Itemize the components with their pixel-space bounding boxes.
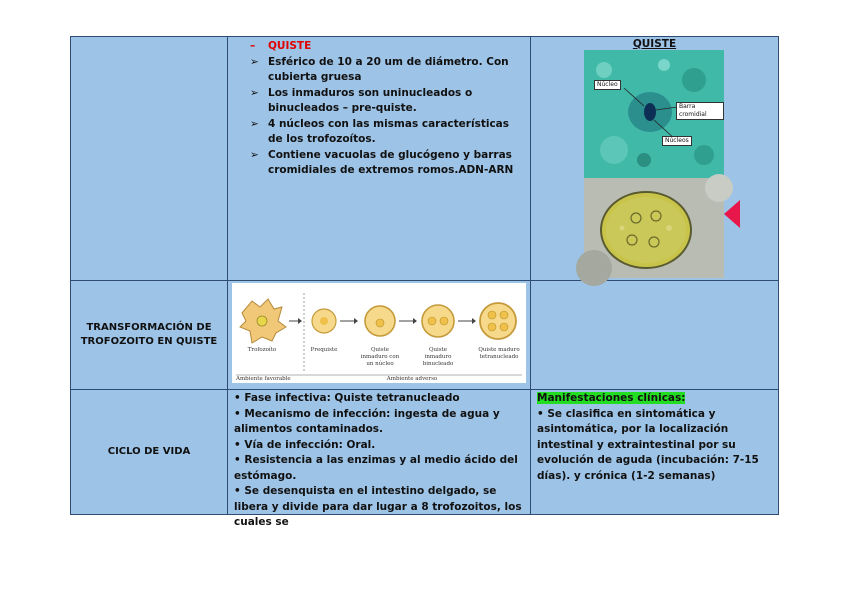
row-label: TRANSFORMACIÓN DE TROFOZOITO EN QUISTE (80, 322, 218, 347)
quiste-bullets (228, 37, 530, 179)
unstained-cyst-illustration (584, 178, 724, 278)
image-title: QUISTE (632, 38, 677, 50)
row2-label-cell (71, 281, 228, 390)
bullet-item: ➢ Contiene vacuolas de glucógeno y barras cromidiales de extremos romos.ADN-ARN (250, 148, 514, 176)
arrow-bullet-icon: ➢ (250, 55, 259, 68)
quiste-images (584, 50, 724, 278)
micrograph-stained (584, 50, 724, 178)
manifest-text: • Se clasifica en sintomática y asintomática, por la localización intestinal y extraintestinal por su evolución de aguda (incubación: 7-15 días). y crónica (1-2 semanas) (537, 407, 759, 482)
bullet-item: ➢ Los inmaduros son uninucleados o binucleados – pre-quiste. (250, 86, 473, 114)
label-barra-cromidial: Barra cromidial (676, 102, 724, 120)
list-item: • Vía de infección: Oral. (234, 438, 376, 451)
arrow-bullet-icon: ➢ (250, 86, 259, 99)
transformation-diagram (232, 283, 526, 383)
row-label: CICLO DE VIDA (107, 446, 191, 457)
row3-label-cell (71, 390, 228, 515)
table-row (71, 390, 779, 515)
row1-label-cell (71, 37, 228, 281)
micrograph-unstained (584, 178, 724, 278)
arrow-bullet-icon: ➢ (250, 148, 259, 161)
row3-text-cell (228, 390, 531, 528)
row2-diagram-cell (228, 281, 531, 390)
row1-image-cell (531, 37, 779, 281)
manifest-title: Manifestaciones clínicas: (537, 392, 686, 404)
table-row (71, 37, 779, 281)
stage-label: Quiste inmaduro binucleado (422, 347, 454, 367)
pointer-marker-icon (724, 200, 740, 228)
label-nucleos: Núcleos (662, 136, 692, 146)
list-item: • Se desenquista en el intestino delgado, se libera y divide para dar lugar a 8 trofozoitos, los cuales se (234, 485, 522, 528)
stage-label: Trofozoíto (247, 347, 277, 353)
bullet-item: ➢ Esférico de 10 a 20 um de diámetro. Con cubierta gruesa (250, 55, 509, 83)
manifest-block (531, 390, 778, 484)
row2-empty-cell (531, 281, 779, 390)
env-favorable-label: Ambiente favorable (236, 376, 291, 382)
dash-marker: – (250, 40, 256, 52)
transformation-diagram-graphic (232, 283, 526, 383)
content-table (70, 36, 779, 528)
list-item: • Mecanismo de infección: ingesta de agua y alimentos contaminados. (234, 407, 500, 435)
stage-label: Quiste inmaduro con un núcleo (360, 347, 400, 367)
quiste-heading: – QUISTE (250, 39, 524, 55)
row1-text-cell (228, 37, 531, 281)
label-nucleo: Núcleo (594, 80, 621, 90)
list-item: • Fase infectiva: Quiste tetranucleado (234, 392, 460, 404)
bullet-item: ➢ 4 núcleos con las mismas características de los trofozoítos. (250, 117, 509, 145)
row3-manifest-cell (531, 390, 779, 515)
env-adverso-label: Ambiente adverso (386, 376, 438, 382)
stage-label: Quiste maduro tetranucleado (478, 347, 520, 360)
arrow-bullet-icon: ➢ (250, 117, 259, 130)
stage-label: Prequiste (310, 347, 338, 353)
list-item: • Resistencia a las enzimas y al medio ácido del estómago. (234, 454, 518, 482)
ciclo-list (228, 390, 530, 528)
table-row (71, 281, 779, 390)
